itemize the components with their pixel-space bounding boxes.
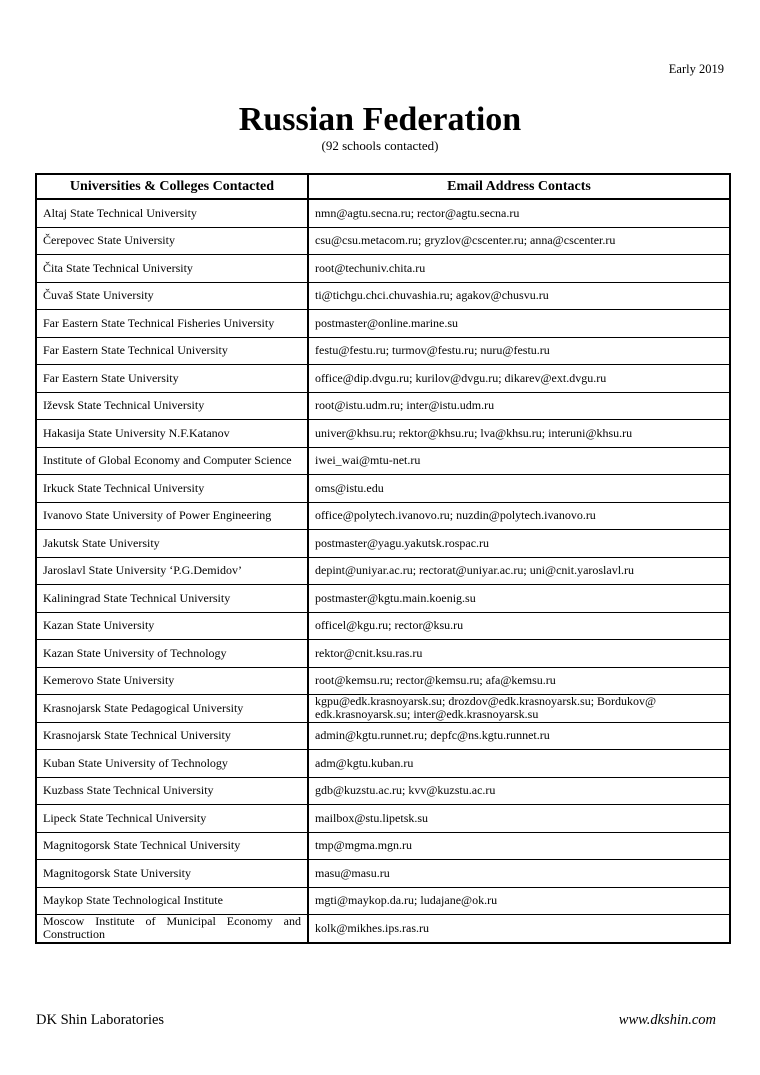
table-row — [36, 392, 730, 420]
column-header-emails: Email Address Contacts — [308, 174, 730, 199]
email-contacts-cell: univer@khsu.ru; rektor@khsu.ru; lva@khsu.ru; interuni@khsu.ru — [308, 420, 730, 448]
email-contacts-cell: mgti@maykop.da.ru; ludajane@ok.ru — [308, 887, 730, 915]
email-contacts-cell: mailbox@stu.lipetsk.su — [308, 805, 730, 833]
email-contacts-cell: ti@tichgu.chci.chuvashia.ru; agakov@chusvu.ru — [308, 282, 730, 310]
school-name-cell: Magnitogorsk State University — [36, 860, 308, 888]
school-name-cell: Krasnojarsk State Pedagogical University — [36, 695, 308, 723]
school-name-cell: Magnitogorsk State Technical University — [36, 832, 308, 860]
table-row — [36, 255, 730, 283]
table-row — [36, 722, 730, 750]
table-header-row — [36, 174, 730, 199]
table-row — [36, 887, 730, 915]
email-contacts-cell: oms@istu.edu — [308, 475, 730, 503]
footer-company: DK Shin Laboratories — [36, 1012, 165, 1028]
table-row — [36, 777, 730, 805]
email-contacts-cell: gdb@kuzstu.ac.ru; kvv@kuzstu.ac.ru — [308, 777, 730, 805]
school-name-cell: Far Eastern State Technical Fisheries University — [36, 310, 308, 338]
email-contacts-cell: postmaster@online.marine.su — [308, 310, 730, 338]
table-row — [36, 860, 730, 888]
school-name-cell: Hakasija State University N.F.Katanov — [36, 420, 308, 448]
school-name-cell: Irkuck State Technical University — [36, 475, 308, 503]
document-date: Early 2019 — [668, 62, 724, 76]
table-row — [36, 502, 730, 530]
email-contacts-cell: rektor@cnit.ksu.ras.ru — [308, 640, 730, 668]
email-contacts-cell: iwei_wai@mtu-net.ru — [308, 447, 730, 475]
table-row — [36, 585, 730, 613]
page-title: Russian Federation — [238, 101, 522, 138]
school-name-cell: Ivanovo State University of Power Engineering — [36, 502, 308, 530]
table-row — [36, 420, 730, 448]
email-contacts-cell: admin@kgtu.runnet.ru; depfc@ns.kgtu.runnet.ru — [308, 722, 730, 750]
table-row — [36, 365, 730, 393]
school-name-cell: Kazan State University — [36, 612, 308, 640]
email-contacts-cell: tmp@mgma.mgn.ru — [308, 832, 730, 860]
table-row — [36, 199, 730, 227]
footer-website: www.dkshin.com — [618, 1012, 716, 1028]
school-name-cell: Far Eastern State Technical University — [36, 337, 308, 365]
table-row — [36, 805, 730, 833]
school-name-cell: Kuzbass State Technical University — [36, 777, 308, 805]
table-row — [36, 640, 730, 668]
table-row — [36, 915, 730, 943]
school-name-cell: Kaliningrad State Technical University — [36, 585, 308, 613]
table-row — [36, 667, 730, 695]
table-row — [36, 530, 730, 558]
table-row — [36, 832, 730, 860]
email-contacts-cell: nmn@agtu.secna.ru; rector@agtu.secna.ru — [308, 199, 730, 227]
school-name-cell: Čerepovec State University — [36, 227, 308, 255]
email-contacts-cell: postmaster@kgtu.main.koenig.su — [308, 585, 730, 613]
table-row — [36, 227, 730, 255]
table-row — [36, 750, 730, 778]
table-row — [36, 557, 730, 585]
school-name-cell: Jakutsk State University — [36, 530, 308, 558]
school-name-cell: Jaroslavl State University ‘P.G.Demidov’ — [36, 557, 308, 585]
table-row — [36, 282, 730, 310]
table-row — [36, 310, 730, 338]
table-row — [36, 612, 730, 640]
school-name-cell: Krasnojarsk State Technical University — [36, 722, 308, 750]
school-name-cell: Institute of Global Economy and Computer Science — [36, 447, 308, 475]
email-contacts-cell: office@polytech.ivanovo.ru; nuzdin@polytech.ivanovo.ru — [308, 502, 730, 530]
email-contacts-cell: root@techuniv.chita.ru — [308, 255, 730, 283]
email-contacts-cell: officel@kgu.ru; rector@ksu.ru — [308, 612, 730, 640]
school-name-cell: Moscow Institute of Municipal Economy and Construction — [36, 915, 308, 943]
email-contacts-cell: depint@uniyar.ac.ru; rectorat@uniyar.ac.ru; uni@cnit.yaroslavl.ru — [308, 557, 730, 585]
email-contacts-cell: adm@kgtu.kuban.ru — [308, 750, 730, 778]
school-name-cell: Altaj State Technical University — [36, 199, 308, 227]
contacts-table — [35, 173, 731, 944]
school-name-cell: Čuvaš State University — [36, 282, 308, 310]
page-subtitle: (92 schools contacted) — [321, 138, 439, 153]
school-name-cell: Iževsk State Technical University — [36, 392, 308, 420]
email-contacts-cell: masu@masu.ru — [308, 860, 730, 888]
email-contacts-cell: office@dip.dvgu.ru; kurilov@dvgu.ru; dikarev@ext.dvgu.ru — [308, 365, 730, 393]
email-contacts-cell: kgpu@edk.krasnoyarsk.su; drozdov@edk.krasnoyarsk.su; Bordukov@ edk.krasnoyarsk.su; inter@edk.krasnoyarsk.su — [308, 695, 730, 723]
table-row — [36, 447, 730, 475]
school-name-cell: Far Eastern State University — [36, 365, 308, 393]
school-name-cell: Kemerovo State University — [36, 667, 308, 695]
table-row — [36, 337, 730, 365]
school-name-cell: Lipeck State Technical University — [36, 805, 308, 833]
column-header-universities: Universities & Colleges Contacted — [36, 174, 308, 199]
table-row — [36, 475, 730, 503]
school-name-cell: Čita State Technical University — [36, 255, 308, 283]
school-name-cell: Maykop State Technological Institute — [36, 887, 308, 915]
email-contacts-cell: root@istu.udm.ru; inter@istu.udm.ru — [308, 392, 730, 420]
school-name-cell: Kazan State University of Technology — [36, 640, 308, 668]
email-contacts-cell: root@kemsu.ru; rector@kemsu.ru; afa@kemsu.ru — [308, 667, 730, 695]
email-contacts-cell: kolk@mikhes.ips.ras.ru — [308, 915, 730, 943]
table-row — [36, 695, 730, 723]
email-contacts-cell: csu@csu.metacom.ru; gryzlov@cscenter.ru; anna@cscenter.ru — [308, 227, 730, 255]
email-contacts-cell: postmaster@yagu.yakutsk.rospac.ru — [308, 530, 730, 558]
email-contacts-cell: festu@festu.ru; turmov@festu.ru; nuru@festu.ru — [308, 337, 730, 365]
school-name-cell: Kuban State University of Technology — [36, 750, 308, 778]
